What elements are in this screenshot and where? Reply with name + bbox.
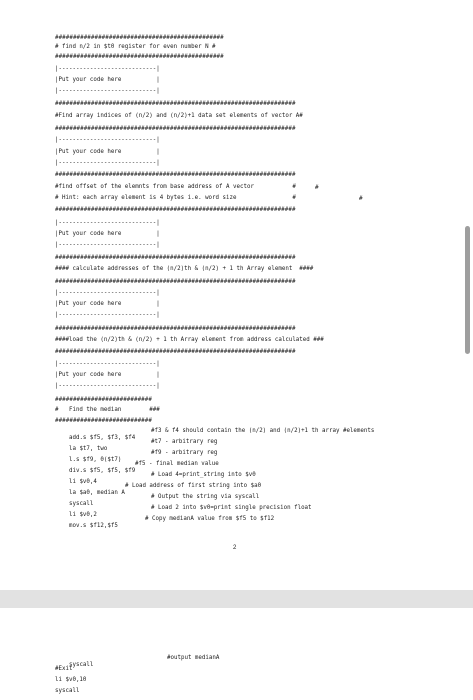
header-text-array-indices: #Find array indices of (n/2) and (n/2)+1 data set elements of vector A# <box>55 113 303 119</box>
section-border-9: ################################################################### <box>55 326 296 332</box>
code-placeholder-1: |Put your code here | <box>55 77 160 83</box>
header-text-calc-addresses: #### calculate addresses of the (n/2)th & (n/2) + 1 th Array element #### <box>55 266 314 272</box>
code-comment: #output medianA <box>167 655 220 661</box>
stray-hash-right-1: # <box>315 184 319 191</box>
code-box-top-3: |----------------------------| <box>55 220 160 226</box>
stray-hash-right-2: # <box>359 195 363 202</box>
code-instr: li $v0,4 <box>68 479 97 485</box>
code-instr: li $v0,2 <box>68 512 97 518</box>
code-line-ls-f9 <box>55 450 218 463</box>
page-number: 2 <box>233 545 237 551</box>
code-box-top-1: |----------------------------| <box>55 66 160 72</box>
code-instr: syscall <box>68 662 94 668</box>
code-instr: div.s $f5, $f5, $f9 <box>68 468 136 474</box>
code-instr: mov.s $f12,$f5 <box>68 523 118 529</box>
code-placeholder-3: |Put your code here | <box>55 231 160 237</box>
code-line-exit-comment: #Exit <box>55 666 73 672</box>
page-separator <box>0 590 473 608</box>
code-placeholder-2: |Put your code here | <box>55 149 160 155</box>
section-border-8: ################################################################### <box>55 279 296 285</box>
code-box-bottom-4: |----------------------------| <box>55 312 160 318</box>
header-text-load-elements: ####load the (n/2)th & (n/2) + 1 th Array element from address calculated ### <box>55 337 324 343</box>
code-placeholder-5: |Put your code here | <box>55 372 160 378</box>
header-text-offset: #find offset of the elemnts from base address of A vector # <box>55 184 296 190</box>
code-line-li-v0-2 <box>55 505 312 518</box>
code-box-bottom-1: |----------------------------| <box>55 88 160 94</box>
code-comment: # Load 4=print_string into $v0 <box>151 472 256 478</box>
median-border-1: ########################### <box>55 397 152 403</box>
code-instr: la $t7, two <box>68 446 108 452</box>
code-instr: l.s $f9, 0($t7) <box>68 457 122 463</box>
header-border-1: ############################################### <box>55 35 224 41</box>
code-box-bottom-2: |----------------------------| <box>55 160 160 166</box>
header-text-hint: # Hint: each array element is 4 bytes i.e. word size # <box>55 195 296 201</box>
scrollbar-thumb[interactable] <box>465 226 470 354</box>
code-box-bottom-5: |----------------------------| <box>55 383 160 389</box>
header-border-2: ############################################### <box>55 54 224 60</box>
code-comment: #f5 - final median value <box>135 461 219 467</box>
code-line-li-v0-4 <box>55 472 256 485</box>
code-box-top-2: |----------------------------| <box>55 137 160 143</box>
median-header-text: # Find the median ### <box>55 407 160 413</box>
section-border-4: ################################################################### <box>55 126 296 132</box>
code-line-li-v0-10: li $v0,10 <box>55 677 87 683</box>
section-border-10: ################################################################### <box>55 349 296 355</box>
code-box-top-5: |----------------------------| <box>55 361 160 367</box>
code-comment: # Load address of first string into $a0 <box>125 483 262 489</box>
code-comment: # Output the string via syscall <box>151 494 260 500</box>
code-instr: syscall <box>68 501 94 507</box>
section-border-3: ################################################################### <box>55 101 296 107</box>
median-border-2: ########################### <box>55 418 152 424</box>
code-instr: la $a0, median A <box>68 490 125 496</box>
code-instr: add.s $f5, $f3, $f4 <box>68 435 136 441</box>
code-line-syscall-2 <box>55 655 220 668</box>
code-box-top-4: |----------------------------| <box>55 290 160 296</box>
header-text-find-n2: # find n/2 in $t0 register for even number N # <box>55 44 216 50</box>
code-line-add <box>55 428 375 441</box>
code-line-la-t7 <box>55 439 218 452</box>
code-line-la-a0 <box>55 483 262 496</box>
code-line-mov <box>55 516 275 529</box>
code-comment: #t7 - arbitrary reg <box>151 439 218 445</box>
section-border-6: ################################################################### <box>55 207 296 213</box>
code-comment: #f9 - arbitrary reg <box>151 450 218 456</box>
code-placeholder-4: |Put your code here | <box>55 301 160 307</box>
code-line-div <box>55 461 219 474</box>
code-comment: # Load 2 into $v0=print single precision float <box>151 505 312 511</box>
code-line-syscall-1 <box>55 494 260 507</box>
section-border-5: ################################################################### <box>55 172 296 178</box>
code-comment: #f3 & f4 should contain the (n/2) and (n/2)+1 th array #elements <box>151 428 375 434</box>
code-box-bottom-3: |----------------------------| <box>55 242 160 248</box>
code-comment: # Copy medianA value from $f5 to $f12 <box>145 516 275 522</box>
code-line-syscall-3: syscall <box>55 688 80 694</box>
document-page-3 <box>0 608 473 700</box>
section-border-7: ################################################################### <box>55 255 296 261</box>
